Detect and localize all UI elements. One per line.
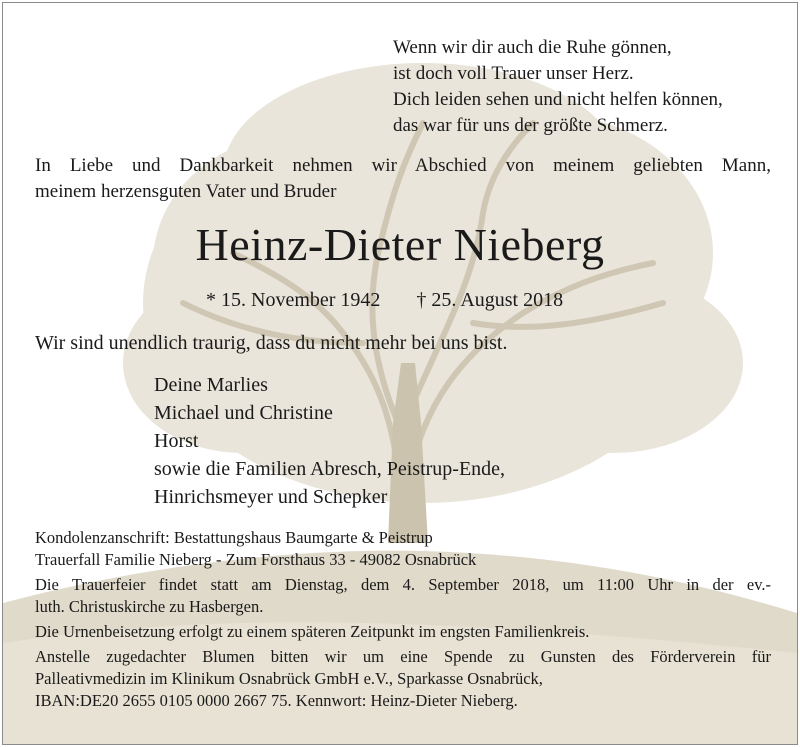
poem-line: Dich leiden sehen und nicht helfen können, <box>393 89 723 110</box>
mourner-line: Horst <box>154 430 199 452</box>
deceased-name: Heinz-Dieter Nieberg <box>195 219 605 270</box>
intro-line: meinem herzensguten Vater und Bruder <box>35 181 337 202</box>
obituary-notice <box>2 2 798 745</box>
condolence-address <box>35 527 771 571</box>
mourner-line: Michael und Christine <box>154 402 333 424</box>
footer-line: Die Trauerfeier findet statt am Dienstag, dem 4. September 2018, um 11:00 Uhr in der ev.- <box>35 575 771 594</box>
urn-burial-info <box>35 621 771 643</box>
poem-line: Wenn wir dir auch die Ruhe gönnen, <box>393 37 672 58</box>
death-date: † 25. August 2018 <box>416 289 564 311</box>
poem-line: das war für uns der größte Schmerz. <box>393 115 668 136</box>
funeral-service-info <box>35 574 771 618</box>
mourner-line: Hinrichsmeyer und Schepker <box>154 486 388 508</box>
mourner-line: sowie die Familien Abresch, Peistrup-Ende, <box>154 458 506 480</box>
mourning-statement: Wir sind unendlich traurig, dass du nicht mehr bei uns bist. <box>35 332 508 354</box>
footer-line: Palleativmedizin im Klinikum Osnabrück GmbH e.V., Sparkasse Osnabrück, <box>35 669 543 688</box>
life-dates <box>206 287 563 313</box>
footer-line: Die Urnenbeisetzung erfolgt zu einem späteren Zeitpunkt im engsten Familienkreis. <box>35 622 590 641</box>
poem-verse <box>393 35 723 139</box>
birth-date: * 15. November 1942 <box>206 289 381 311</box>
mourner-line: Deine Marlies <box>154 374 268 396</box>
notice-footer <box>35 527 771 715</box>
footer-line: IBAN:DE20 2655 0105 0000 2667 75. Kennwort: Heinz-Dieter Nieberg. <box>35 691 518 710</box>
footer-line: Anstelle zugedachter Blumen bitten wir um eine Spende zu Gunsten des Förderverein für <box>35 647 771 666</box>
footer-line: luth. Christuskirche zu Hasbergen. <box>35 597 264 616</box>
mourners-list <box>154 371 505 511</box>
poem-line: ist doch voll Trauer unser Herz. <box>393 63 634 84</box>
farewell-intro <box>35 153 771 205</box>
footer-line: Kondolenzanschrift: Bestattungshaus Baumgarte & Peistrup <box>35 528 433 547</box>
intro-line: In Liebe und Dankbarkeit nehmen wir Abschied von meinem geliebten Mann, <box>35 155 771 176</box>
donation-info <box>35 646 771 712</box>
footer-line: Trauerfall Familie Nieberg - Zum Forsthaus 33 - 49082 Osnabrück <box>35 550 477 569</box>
